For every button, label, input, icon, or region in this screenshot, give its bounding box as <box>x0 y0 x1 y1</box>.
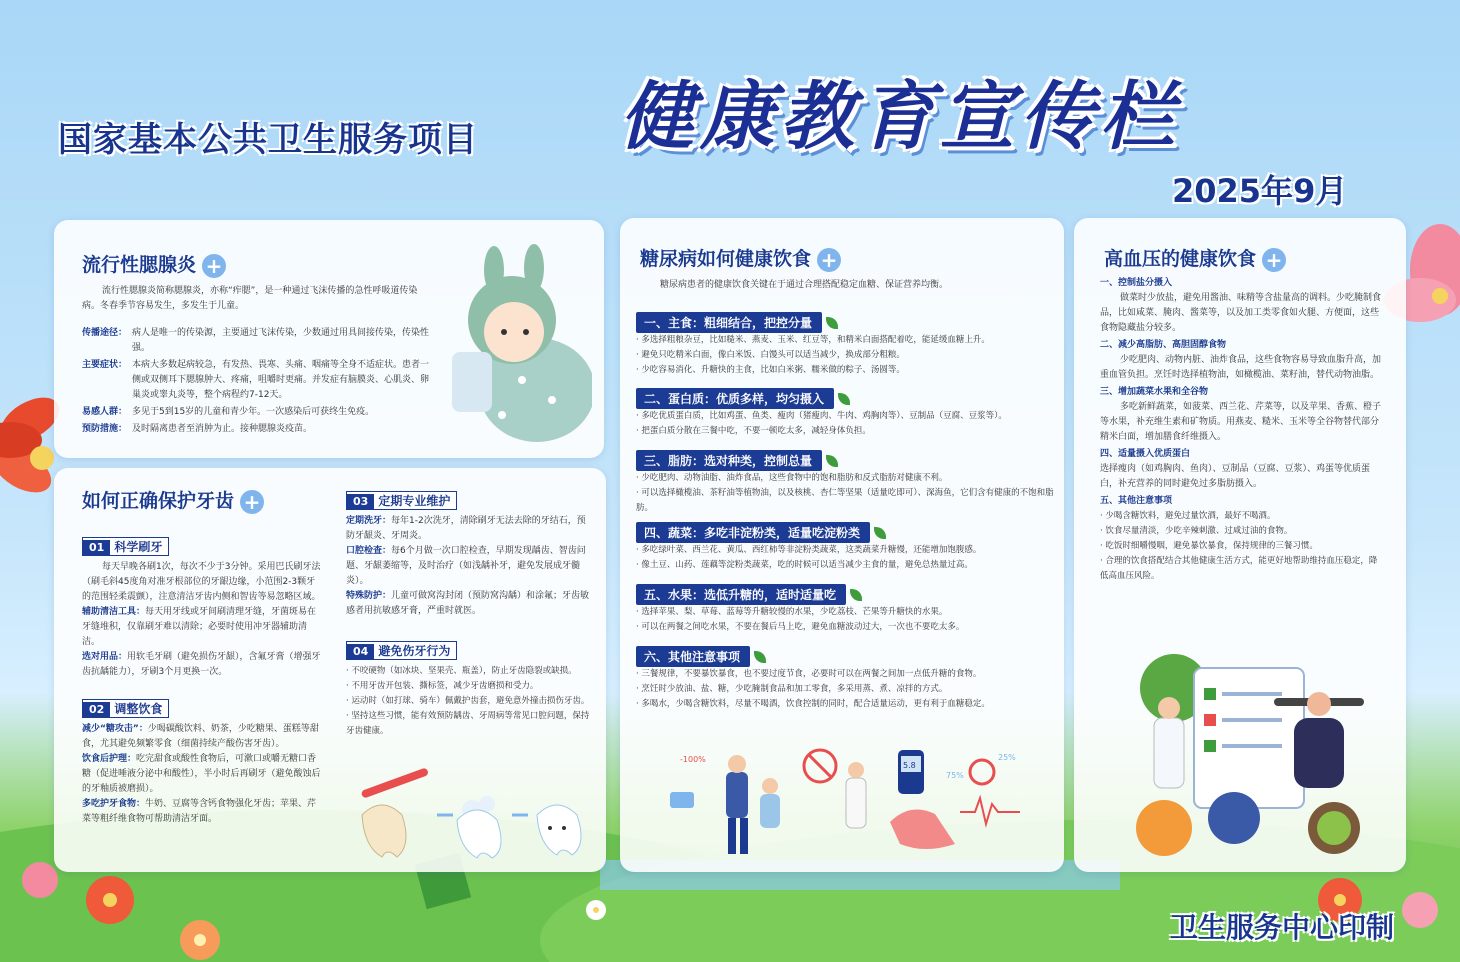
issue-date: 2025年9月 <box>1172 172 1348 210</box>
person-figure <box>1208 792 1260 844</box>
list-item: · 多选择粗粮杂豆，比如糙米、燕麦、玉米、红豆等，和精米白面搭配着吃，能延缓血糖上升。 <box>636 335 990 345</box>
row-text: 每6个月做一次口腔检查，早期发现龋齿、智齿问题、牙龈萎缩等，及时治疗（如浅龋补牙，避免发展成牙髓炎）。 <box>346 546 586 586</box>
percent-label: 25% <box>998 753 1016 762</box>
mumps-panel <box>54 220 604 458</box>
list-item: · 少喝含糖饮料，避免过量饮酒，最好不喝酒。 <box>1100 511 1276 521</box>
row-label: 预防措施： <box>82 424 128 434</box>
list-item: · 把蛋白质分散在三餐中吃，不要一顿吃太多，减轻身体负担。 <box>636 426 871 436</box>
row-text: 用软毛牙刷（避免损伤牙龈），含氟牙膏（增强牙齿抗龋能力），牙刷3个月更换一次。 <box>82 652 321 677</box>
row-label: 定期洗牙： <box>346 516 392 526</box>
row-label: 饮食后护理： <box>82 754 137 764</box>
teeth-title <box>82 486 264 514</box>
list-item: · 少吃容易消化、升糖快的主食，比如白米粥、糯米做的粽子、汤圆等。 <box>636 365 905 375</box>
row-text: 本病大多数起病较急，有发热、畏寒、头痛、咽痛等全身不适症状。患者一侧或双侧耳下腮腺肿大、疼痛，咀嚼时更痛。并发症有脑膜炎、心肌炎、卵巢炎或睾丸炎等，整个病程约7-12天。 <box>132 360 430 400</box>
item-text: 多吃优质蛋白质，比如鸡蛋、鱼类、瘦肉（猪瘦肉、牛肉、鸡胸肉等）、豆制品（豆腐、豆浆等）。 <box>641 411 1007 421</box>
row-label: 选对用品： <box>82 652 128 662</box>
leaf-icon <box>754 651 766 663</box>
list-item: · 避免只吃精米白面，像白米饭、白馒头可以适当减少，换成部分粗粮。 <box>636 350 905 360</box>
item-text: 可以在两餐之间吃水果，不要在餐后马上吃，避免血糖波动过大，一次也不要吃太多。 <box>641 622 965 632</box>
row-label: 口腔检查： <box>346 546 392 556</box>
list-item: · 不用牙齿开包装、撕标签，减少牙齿磨损和受力。 <box>346 681 539 691</box>
section-row <box>346 544 590 589</box>
medical-cross-icon: + <box>202 254 226 278</box>
teeth-section-02 <box>82 698 324 827</box>
row-label: 减少“糖攻击”： <box>82 724 148 734</box>
doctor-figure <box>846 778 866 828</box>
teeth-section-01 <box>82 536 324 680</box>
medical-cross-icon: + <box>1262 248 1286 272</box>
row-text: 少喝碳酸饮料、奶茶，少吃糖果、蛋糕等甜食，尤其避免频繁零食（细菌持续产酸伤害牙齿）。 <box>82 724 319 749</box>
row-text: 牛奶、豆腐等含钙食物强化牙齿；苹果、芹菜等粗纤维食物可帮助清洁牙面。 <box>82 799 317 824</box>
pulse-line-icon <box>960 798 1020 824</box>
mumps-row <box>82 358 436 403</box>
mumps-rows <box>82 326 436 437</box>
section-row <box>82 797 324 827</box>
section-number: 01 <box>83 540 110 555</box>
item-text: 多喝水，少喝含糖饮料，尽量不喝酒，饮食控制的同时，配合适量运动，更有利于血糖稳定。 <box>641 699 990 709</box>
item-text: 多选择粗粮杂豆，比如糙米、燕麦、玉米、红豆等，和精米白面搭配着吃，能延缓血糖上升。 <box>641 335 990 345</box>
row-text: 及时隔离患者至消肿为止。接种腮腺炎疫苗。 <box>132 424 313 434</box>
section-title: 避免伤牙行为 <box>378 644 451 658</box>
item-text: 合理的饮食搭配结合其他健康生活方式，能更好地帮助维持血压稳定，降低高血压风险。 <box>1100 556 1378 581</box>
teeth-section-04 <box>346 640 590 739</box>
teeth-title-text: 如何正确保护牙齿 <box>82 490 235 512</box>
mumps-row <box>82 422 436 437</box>
row-text: 儿童可做窝沟封闭（预防窝沟龋）和涂氟；牙齿敏感者用抗敏感牙膏，严重时就医。 <box>346 591 590 616</box>
teeth-section-03 <box>346 490 590 619</box>
leaf-icon <box>838 393 850 405</box>
hypertension-panel <box>1074 218 1406 872</box>
list-item: · 运动时（如打球、骑车）佩戴护齿套，避免意外撞击损伤牙齿。 <box>346 696 590 706</box>
seated-person-figure <box>760 794 780 828</box>
item-text: 多吃绿叶菜、西兰花、黄瓜、西红柿等非淀粉类蔬菜，这类蔬菜升糖慢，还能增加饱腹感。 <box>641 545 982 555</box>
item-text: 不咬硬物（如冰块、坚果壳、瓶盖），防止牙齿隐裂或缺损。 <box>351 666 577 676</box>
leaf-icon <box>826 455 838 467</box>
item-text: 饮食尽量清淡，少吃辛辣刺激、过咸过油的食物。 <box>1105 526 1293 536</box>
section-title: 五、其他注意事项 <box>1100 496 1173 506</box>
healthy-lifestyle-illustration <box>1134 638 1394 866</box>
section-title: 二、蛋白质：优质多样，均匀摄入 <box>636 388 834 409</box>
hypertension-title <box>1104 244 1286 272</box>
section-title: 二、减少高脂肪、高胆固醇食物 <box>1100 340 1227 350</box>
item-text: 选择苹果、梨、草莓、蓝莓等升糖较慢的水果，少吃荔枝、芒果等升糖快的水果。 <box>641 607 948 617</box>
hypertension-section <box>1100 447 1382 492</box>
section-title: 一、控制盐分摄入 <box>1100 278 1173 288</box>
hypertension-section <box>1100 494 1382 584</box>
section-text: 做菜时少放盐，避免用酱油、味精等含盐量高的调料。少吃腌制食品，比如咸菜、腌肉、酱菜等，以及加工类零食如火腿、方便面，这些食物隐藏盐分较多。 <box>1100 293 1382 333</box>
mumps-row <box>82 405 436 420</box>
item-text: 坚持这些习惯，能有效预防龋齿、牙周病等常见口腔问题，保持牙齿健康。 <box>346 711 590 736</box>
item-text: 烹饪时少放油、盐、糖，少吃腌制食品和加工零食，多采用蒸、煮、凉拌的方式。 <box>641 684 948 694</box>
percent-label: -100% <box>680 755 706 764</box>
leaf-icon <box>874 527 886 539</box>
section-title: 科学刷牙 <box>114 540 163 554</box>
section-title: 四、适量摄入优质蛋白 <box>1100 449 1191 459</box>
section-title: 五、水果：选低升糖的，适时适量吃 <box>636 584 846 605</box>
gauge-icon <box>970 760 994 784</box>
percent-label: 75% <box>946 771 964 780</box>
hypertension-title-text: 高血压的健康饮食 <box>1104 248 1257 270</box>
hypertension-sections <box>1100 276 1382 584</box>
row-label: 多吃护牙食物： <box>82 799 146 809</box>
section-tag <box>346 491 457 510</box>
teeth-panel <box>54 468 606 872</box>
section-row <box>82 722 324 752</box>
section-title: 定期专业维护 <box>378 494 451 508</box>
row-label: 易感人群： <box>82 407 128 417</box>
diabetes-section <box>636 312 1056 374</box>
section-number: 03 <box>347 494 374 509</box>
row-label: 主要症状： <box>82 360 128 370</box>
diabetes-panel <box>620 218 1064 872</box>
item-text: 少吃容易消化、升糖快的主食，比如白米粥、糯米做的粽子、汤圆等。 <box>641 365 905 375</box>
list-item: · 三餐规律，不要暴饮暴食，也不要过度节食，必要时可以在两餐之间加一点低升糖的食物。 <box>636 669 982 679</box>
list-item: · 多吃优质蛋白质，比如鸡蛋、鱼类、瘦肉（猪瘦肉、牛肉、鸡胸肉等）、豆制品（豆腐、豆浆等）。 <box>636 411 1007 421</box>
item-text: 把蛋白质分散在三餐中吃，不要一顿吃太多，减轻身体负担。 <box>641 426 871 436</box>
row-label: 特殊防护： <box>346 591 392 601</box>
row-text: 吃完甜食或酸性食物后，可漱口或嚼无糖口香糖（促进唾液分泌中和酸性），半小时后再刷牙（避免酸蚀后的牙釉质被磨损）。 <box>82 754 321 794</box>
mumps-title-text: 流行性腮腺炎 <box>82 254 197 276</box>
hand-icon <box>890 810 955 850</box>
section-title: 一、主食：粗细结合，把控分量 <box>636 312 822 333</box>
list-item: · 多吃绿叶菜、西兰花、黄瓜、西红柿等非淀粉类蔬菜，这类蔬菜升糖慢，还能增加饱腹感。 <box>636 545 982 555</box>
sick-child-illustration <box>442 240 592 450</box>
list-item: · 坚持这些习惯，能有效预防龋齿、牙周病等常见口腔问题，保持牙齿健康。 <box>346 711 590 736</box>
row-text: 病人是唯一的传染源，主要通过飞沫传染，少数通过用具间接传染，传染性强。 <box>132 328 430 353</box>
item-text: 少吃肥肉、动物油脂、油炸食品，这些食物中的饱和脂肪和反式脂肪对健康不利。 <box>641 473 948 483</box>
section-row <box>82 650 324 680</box>
row-text: 每天用牙线或牙间刷清理牙缝，牙菌斑易在牙缝堆积，仅靠刷牙难以清除；必要时使用冲牙器辅助清洁。 <box>82 607 317 647</box>
diabetes-section <box>636 646 1056 716</box>
item-text: 三餐规律，不要暴饮暴食，也不要过度节食，必要时可以在两餐之间加一点低升糖的食物。 <box>641 669 982 679</box>
list-item: · 多喝水，少喝含糖饮料，尽量不喝酒，饮食控制的同时，配合适量运动，更有利于血糖稳定。 <box>636 699 990 709</box>
list-item: · 可以选择橄榄油、茶籽油等植物油，以及核桃、杏仁等坚果（适量吃即可）、深海鱼，它们含有健康的不饱和脂肪。 <box>636 488 1054 513</box>
section-title: 四、蔬菜：多吃非淀粉类，适量吃淀粉类 <box>636 522 870 543</box>
item-text: 避免只吃精米白面，像白米饭、白馒头可以适当减少，换成部分粗粮。 <box>641 350 905 360</box>
mumps-intro: 流行性腮腺炎简称腮腺炎，亦称“痄腮”，是一种通过飞沫传播的急性呼吸道传染病。冬春季节容易发生，多发生于儿童。 <box>82 286 418 311</box>
row-label: 辅助清洁工具： <box>82 607 146 617</box>
hypertension-section <box>1100 276 1382 336</box>
item-text: 吃饭时细嚼慢咽，避免暴饮暴食，保持规律的三餐习惯。 <box>1105 541 1318 551</box>
section-intro: 每天早晚各刷1次，每次不少于3分钟。采用巴氏刷牙法（刷毛斜45度角对准牙根部位的牙龈边缘，小范围2-3颗牙的范围轻柔震颤），注意清洁牙齿内侧和智齿等易忽略区域。 <box>82 562 321 602</box>
hypertension-section <box>1100 338 1382 383</box>
diabetes-section <box>636 388 1056 450</box>
leaf-icon <box>826 317 838 329</box>
page-title: 健康教育宣传栏 <box>620 74 1180 160</box>
list-item: · 合理的饮食搭配结合其他健康生活方式，能更好地帮助维持血压稳定，降低高血压风险。 <box>1100 556 1378 581</box>
section-row <box>82 752 324 797</box>
project-name: 国家基本公共卫生服务项目 <box>58 120 478 160</box>
doctor-figure <box>1154 718 1184 788</box>
item-text: 少喝含糖饮料，避免过量饮酒，最好不喝酒。 <box>1105 511 1276 521</box>
pineapple-icon <box>1136 800 1192 856</box>
row-text: 每年1-2次洗牙，清除刷牙无法去除的牙结石，预防牙龈炎、牙周炎。 <box>346 516 586 541</box>
diabetes-section <box>636 522 1056 584</box>
section-text: 少吃肥肉、动物内脏、油炸食品，这些食物容易导致血脂升高，加重血管负担。烹饪时选择植物油，如橄榄油、菜籽油，替代动物油脂。 <box>1100 355 1382 380</box>
item-text: 像土豆、山药、莲藕等淀粉类蔬菜，吃的时候可以适当减少主食的量，避免总热量过高。 <box>641 560 973 570</box>
section-text: 多吃新鲜蔬菜，如菠菜、西兰花、芹菜等，以及苹果、香蕉、橙子等水果，补充维生素和矿物质。用燕麦、糙米、玉米等全谷物替代部分精米白面，增加膳食纤维摄入。 <box>1100 402 1382 442</box>
section-row <box>346 514 590 544</box>
list-item: · 可以在两餐之间吃水果，不要在餐后马上吃，避免血糖波动过大，一次也不要吃太多。 <box>636 622 965 632</box>
diabetes-section <box>636 450 1056 522</box>
section-tag <box>82 537 169 556</box>
list-item: · 选择苹果、梨、草莓、蓝莓等升糖较慢的水果，少吃荔枝、芒果等升糖快的水果。 <box>636 607 948 617</box>
diabetes-sections <box>636 312 1056 716</box>
medical-cross-icon: + <box>240 490 264 514</box>
item-text: 不用牙齿开包装、撕标签，减少牙齿磨损和受力。 <box>351 681 539 691</box>
leaf-icon <box>850 589 862 601</box>
section-title: 调整饮食 <box>114 702 163 716</box>
row-text: 多见于5到15岁的儿童和青少年。一次感染后可获终生免疫。 <box>132 407 375 417</box>
item-text: 可以选择橄榄油、茶籽油等植物油，以及核桃、杏仁等坚果（适量吃即可）、深海鱼，它们含有健康的不饱和脂肪。 <box>636 488 1054 513</box>
hypertension-section <box>1100 385 1382 445</box>
row-label: 传播途径： <box>82 328 128 338</box>
chat-bubble-icon <box>670 792 694 808</box>
section-number: 04 <box>347 644 374 659</box>
section-text: 选择瘦肉（如鸡胸肉、鱼肉）、豆制品（豆腐、豆浆）、鸡蛋等优质蛋白，补充营养的同时避免过多脂肪摄入。 <box>1100 464 1371 489</box>
section-row <box>82 605 324 650</box>
mumps-title <box>82 250 226 278</box>
athlete-figure <box>1294 718 1344 788</box>
teeth-brushing-illustration <box>352 760 602 860</box>
diabetes-section <box>636 584 1056 646</box>
list-item: · 烹饪时少放油、盐、糖，少吃腌制食品和加工零食，多采用蒸、煮、凉拌的方式。 <box>636 684 948 694</box>
item-text: 运动时（如打球、骑车）佩戴护齿套，避免意外撞击损伤牙齿。 <box>351 696 590 706</box>
person-figure <box>726 772 748 818</box>
mumps-row <box>82 326 436 356</box>
section-title: 六、其他注意事项 <box>636 646 750 667</box>
list-item: · 饮食尽量清淡，少吃辛辣刺激、过咸过油的食物。 <box>1100 526 1293 536</box>
section-number: 02 <box>83 702 110 717</box>
section-tag <box>346 641 457 660</box>
list-item: · 像土豆、山药、莲藕等淀粉类蔬菜，吃的时候可以适当减少主食的量，避免总热量过高。 <box>636 560 973 570</box>
meter-reading: 5.8 <box>903 761 916 770</box>
list-item: · 吃饭时细嚼慢咽，避免暴饮暴食，保持规律的三餐习惯。 <box>1100 541 1318 551</box>
diabetes-illustration <box>660 742 1050 860</box>
section-title: 三、脂肪：选对种类，控制总量 <box>636 450 822 471</box>
medical-cross-icon: + <box>817 248 841 272</box>
section-row <box>346 589 590 619</box>
section-title: 三、增加蔬菜水果和全谷物 <box>1100 387 1209 397</box>
diabetes-intro: 糖尿病患者的健康饮食关键在于通过合理搭配稳定血糖、保证营养均衡。 <box>660 280 949 290</box>
diabetes-title-text: 糖尿病如何健康饮食 <box>640 248 812 270</box>
list-item: · 不咬硬物（如冰块、坚果壳、瓶盖），防止牙齿隐裂或缺损。 <box>346 666 577 676</box>
section-tag <box>82 699 169 718</box>
list-item: · 少吃肥肉、动物油脂、油炸食品，这些食物中的饱和脂肪和反式脂肪对健康不利。 <box>636 473 948 483</box>
diabetes-title <box>640 244 841 272</box>
publisher-footer: 卫生服务中心印制 <box>1170 911 1395 944</box>
